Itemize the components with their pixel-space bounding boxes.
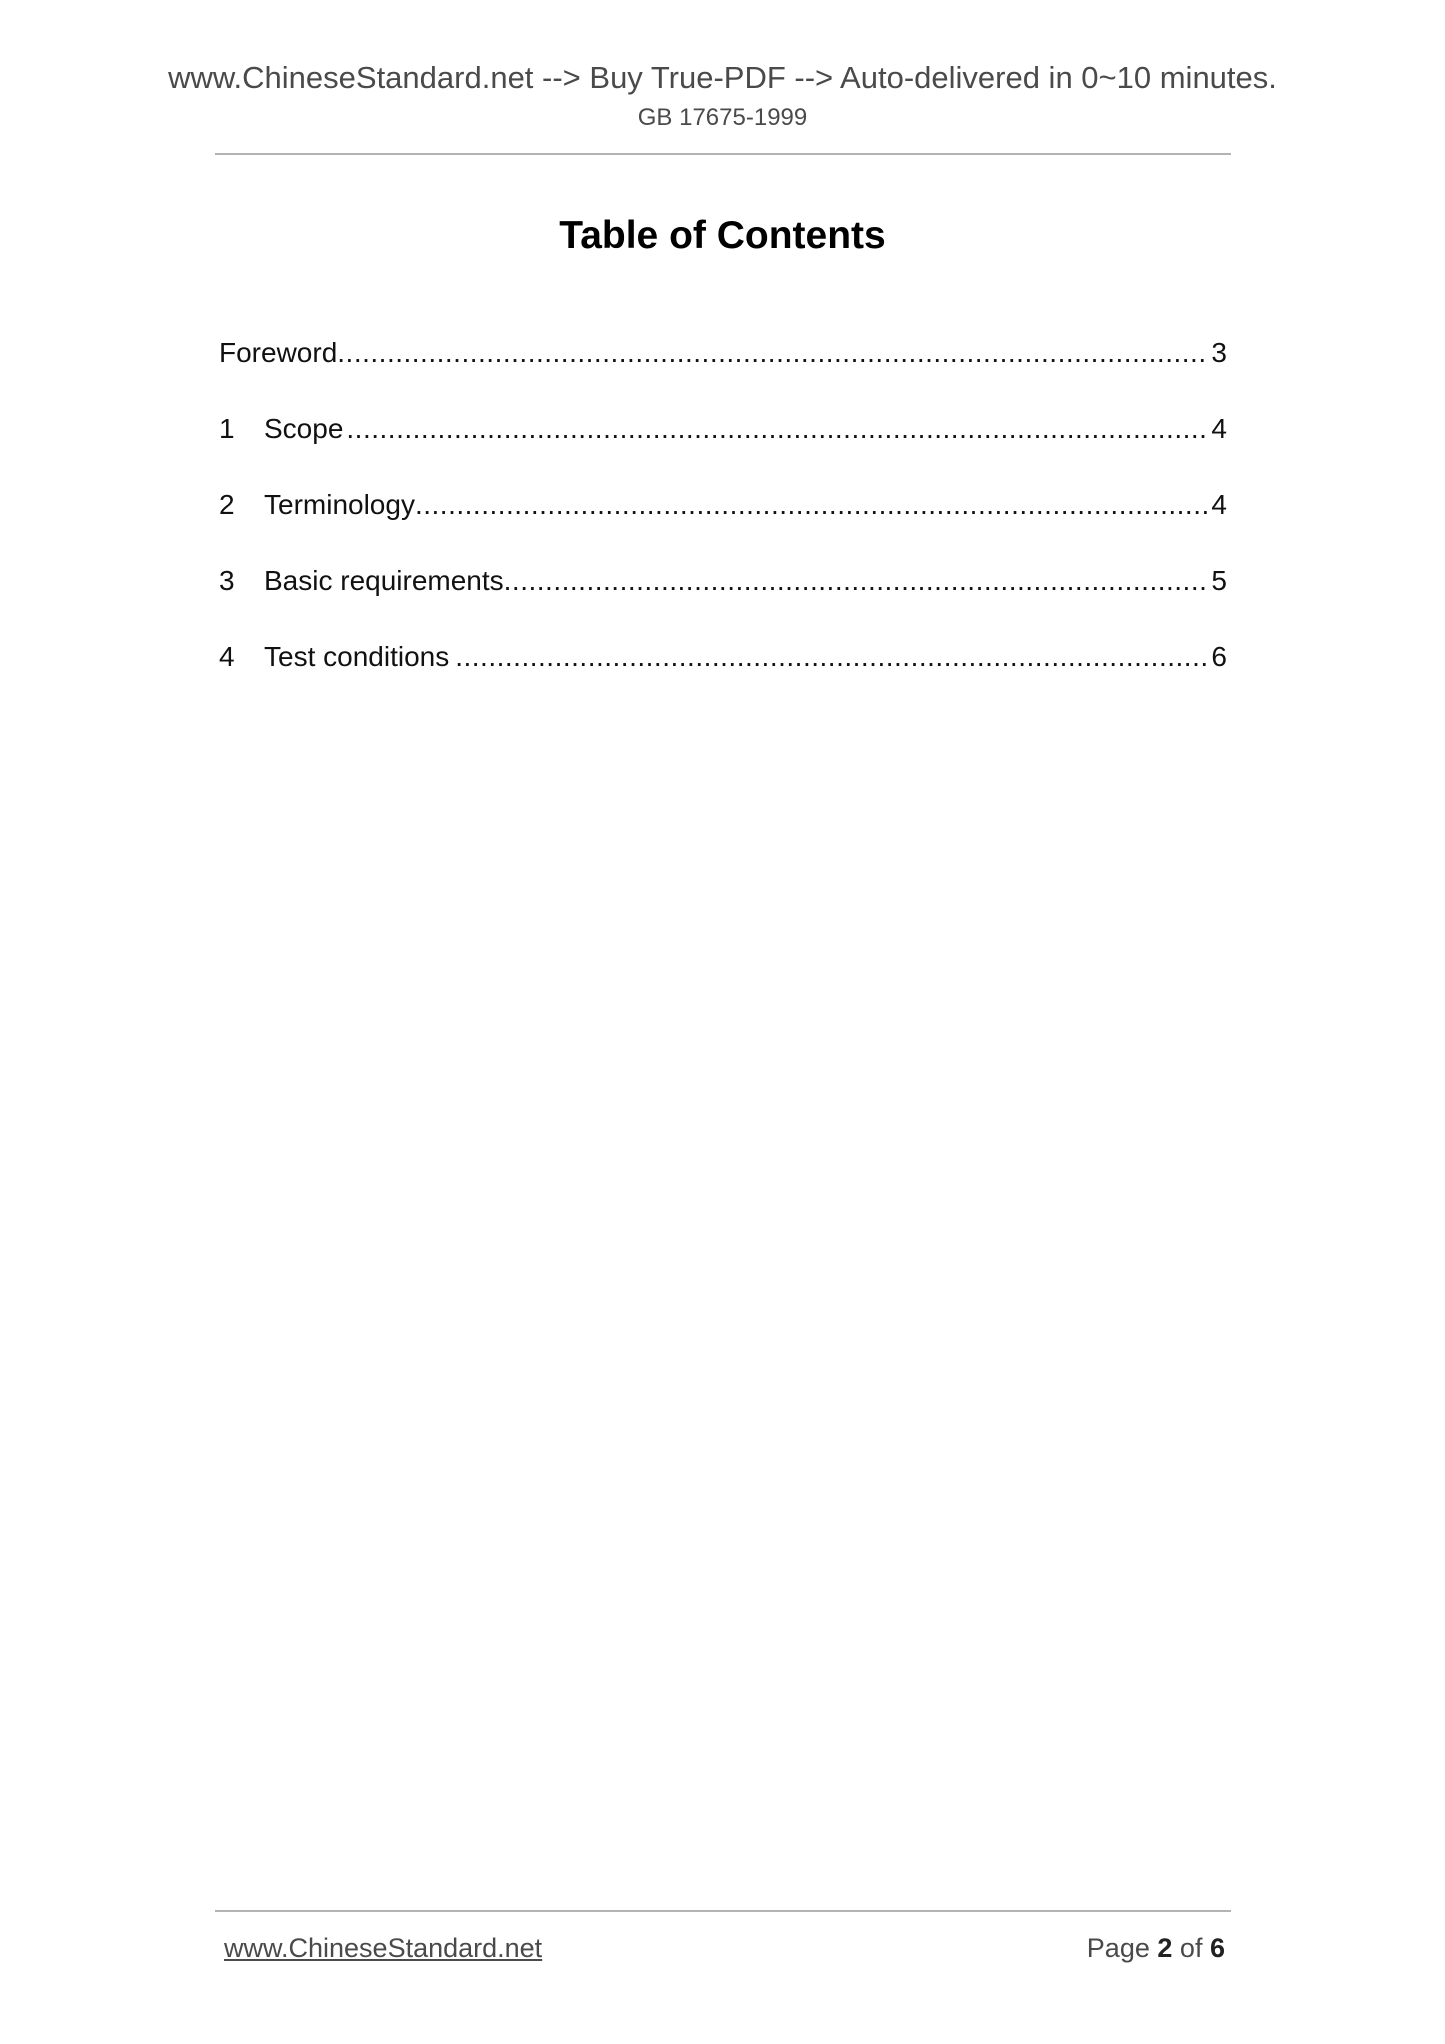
page-current: 2 [1157,1933,1173,1963]
toc-entry-basic-requirements[interactable] [219,563,1227,639]
toc-entry-label: Scope [264,413,344,444]
page-number-indicator [1087,1930,1225,1966]
toc-entry-scope[interactable] [219,411,1227,487]
page-total: 6 [1209,1933,1225,1963]
toc-leader-dots [504,563,1209,599]
footer-site-link[interactable]: www.ChineseStandard.net [224,1933,543,1963]
toc-entry-page: 4 [1211,413,1227,444]
toc-entry-label: Foreword [219,337,338,368]
toc-entry-label: Basic requirements [264,565,504,596]
toc-entry-terminology[interactable] [219,487,1227,563]
toc-leader-dots [415,487,1208,523]
toc-entry-number: 3 [219,565,235,596]
toc-leader-dots [337,335,1208,371]
page-of-word: of [1179,1933,1203,1963]
toc-entry-page: 5 [1211,565,1227,596]
footer-divider [215,1910,1231,1912]
toc-list [219,335,1227,715]
toc-entry-test-conditions[interactable] [219,639,1227,715]
page-title: Table of Contents [559,214,886,257]
toc-entry-number: 2 [219,489,235,520]
page-header-banner: www.ChineseStandard.net --> Buy True-PDF --> Auto-delivered in 0~10 minutes. [168,60,1277,95]
toc-entry-page: 6 [1211,641,1227,672]
header-divider [215,153,1231,155]
toc-entry-number: 1 [219,413,235,444]
toc-leader-dots [346,411,1208,447]
toc-leader-dots [455,639,1208,675]
toc-entry-foreword[interactable] [219,335,1227,411]
toc-entry-label: Terminology [264,489,415,520]
toc-entry-number: 4 [219,641,235,672]
toc-entry-page: 4 [1211,489,1227,520]
toc-entry-page: 3 [1211,337,1227,368]
page-word: Page [1086,1933,1150,1963]
toc-entry-label: Test conditions [264,641,450,672]
standard-number: GB 17675-1999 [637,104,808,131]
